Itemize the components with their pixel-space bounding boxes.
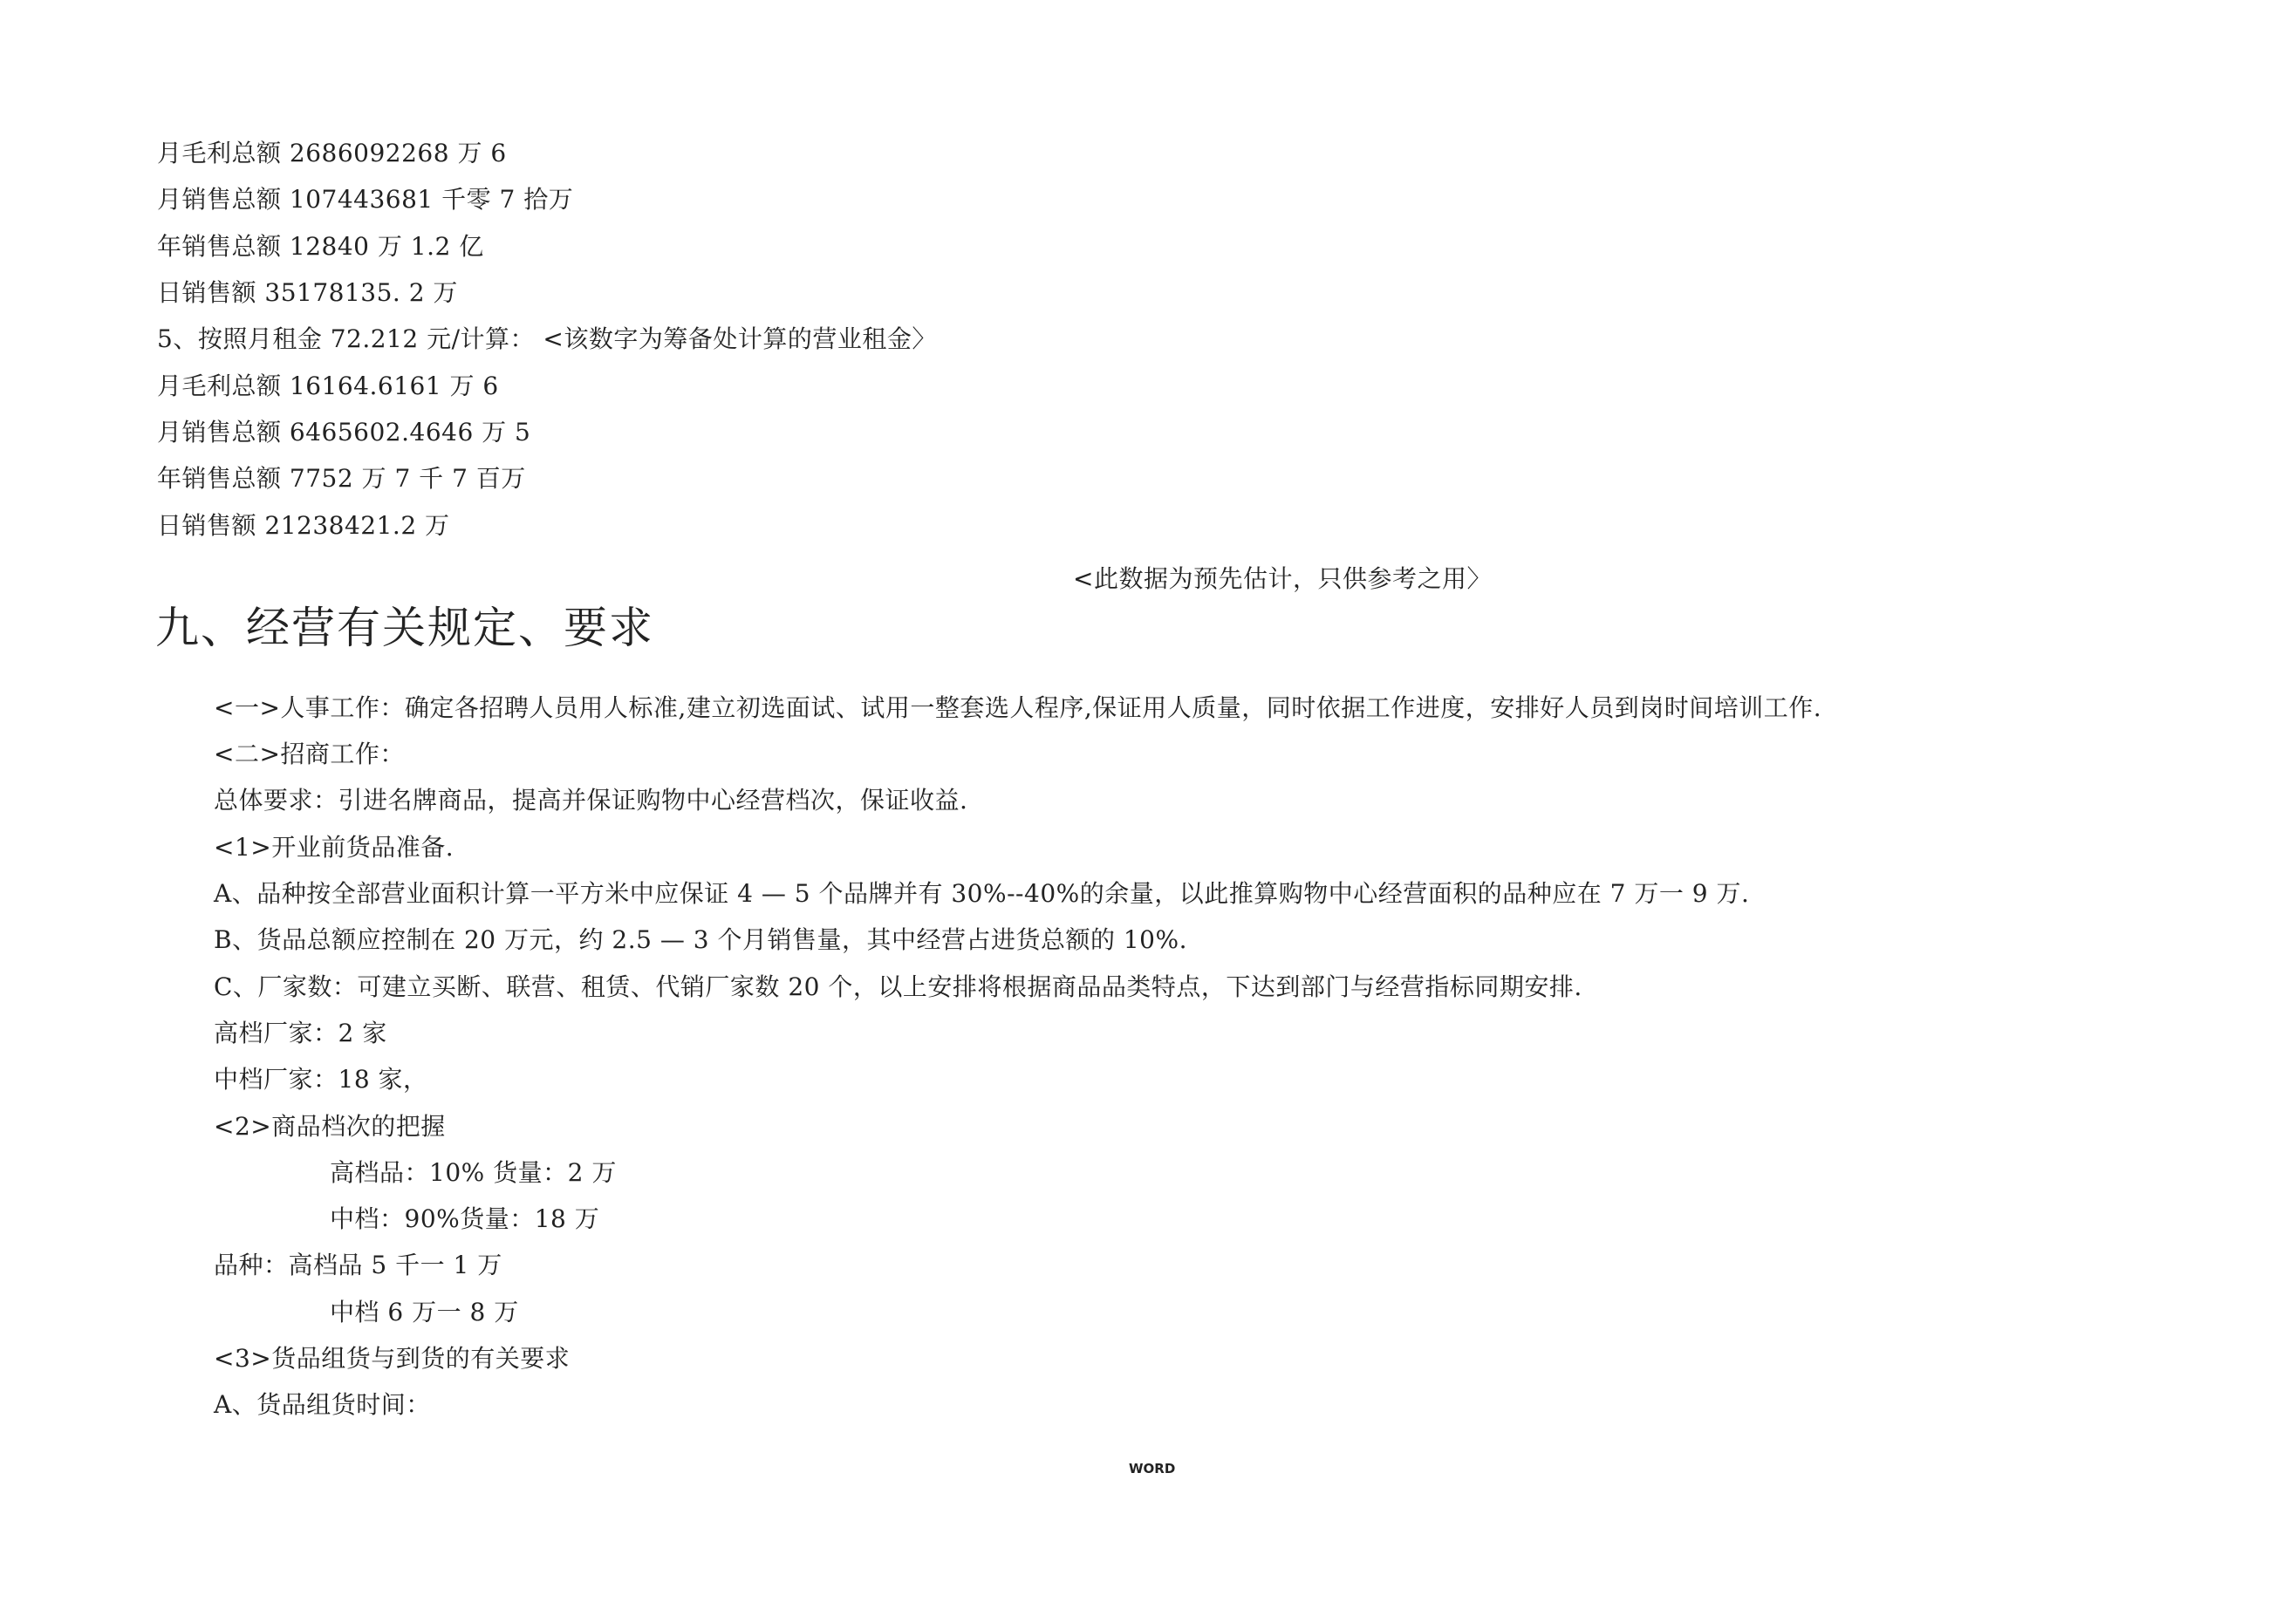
- text-line: 5、按照月租金 72.212 元/计算： <该数字为筹备处计算的营业租金〉: [157, 324, 937, 353]
- text-line: 高档厂家：2 家: [214, 1019, 387, 1047]
- estimate-note: <此数据为预先估计，只供参考之用〉: [1073, 564, 1492, 593]
- text-line: 中档：90%货量：18 万: [330, 1204, 600, 1233]
- text-line: 月销售总额 107443681 千零 7 拾万: [157, 185, 574, 214]
- text-line: <1>开业前货品准备.: [214, 833, 454, 862]
- text-line: <二>招商工作：: [214, 740, 405, 768]
- text-line: B、货品总额应控制在 20 万元，约 2.5 — 3 个月销售量，其中经营占进货总额的 10%.: [214, 925, 1187, 954]
- text-line: 中档 6 万一 8 万: [330, 1298, 519, 1326]
- text-line: 年销售总额 12840 万 1.2 亿: [157, 232, 484, 261]
- text-line: 中档厂家：18 家，: [214, 1065, 428, 1094]
- text-line: 月毛利总额 16164.6161 万 6: [157, 372, 499, 400]
- text-line: 高档品：10% 货量：2 万: [330, 1158, 617, 1187]
- text-line: A、品种按全部营业面积计算一平方米中应保证 4 — 5 个品牌并有 30%--40%的余量，以此推算购物中心经营面积的品种应在 7 万一 9 万.: [214, 879, 1750, 908]
- text-line: <3>货品组货与到货的有关要求: [214, 1344, 571, 1373]
- text-line: 月毛利总额 2686092268 万 6: [157, 139, 507, 167]
- page-footer: WORD: [1129, 1461, 1176, 1476]
- text-line: 总体要求：引进名牌商品，提高并保证购物中心经营档次，保证收益.: [214, 786, 968, 815]
- text-line: 年销售总额 7752 万 7 千 7 百万: [157, 464, 526, 493]
- text-line: 日销售额 35178135. 2 万: [157, 278, 458, 307]
- text-line: 日销售额 21238421.2 万: [157, 511, 450, 540]
- text-line: A、货品组货时间：: [214, 1390, 431, 1419]
- text-line: <2>商品档次的把握: [214, 1112, 446, 1141]
- text-line: 品种：高档品 5 千一 1 万: [214, 1251, 502, 1279]
- text-line: 月销售总额 6465602.4646 万 5: [157, 418, 531, 447]
- text-line: C、厂家数：可建立买断、联营、租赁、代销厂家数 20 个，以上安排将根据商品品类特点，下达到部门与经营指标同期安排.: [214, 972, 1582, 1001]
- text-line: <一>人事工作：确定各招聘人员用人标准,建立初选面试、试用一整套选人程序,保证用人质量，同时依据工作进度，安排好人员到岗时间培训工作.: [214, 693, 1822, 722]
- section-heading: 九、经营有关规定、要求: [155, 603, 654, 653]
